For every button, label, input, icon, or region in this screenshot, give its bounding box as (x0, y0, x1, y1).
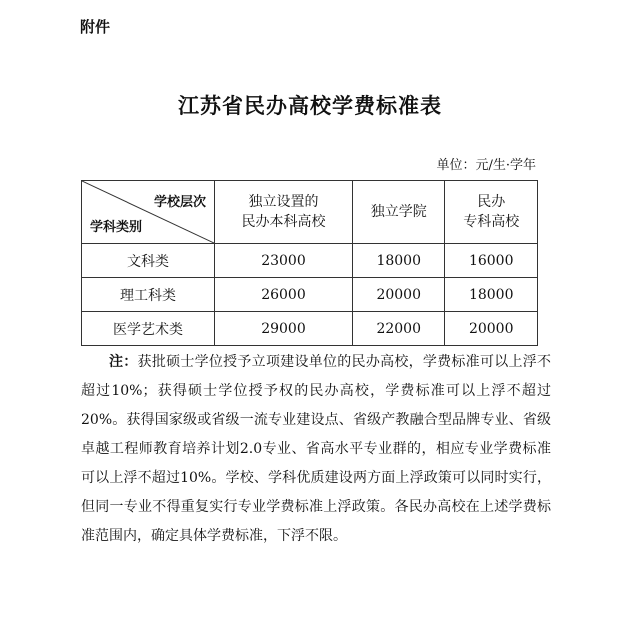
corner-bottom-label: 学科类别 (90, 220, 143, 235)
fee-cell: 23000 (215, 244, 353, 278)
column-header-line2: 民办本科高校 (241, 214, 326, 230)
unit-label: 单位：元/生·学年 (436, 158, 536, 173)
table-header-row (82, 181, 538, 244)
tuition-fee-table (81, 180, 538, 346)
fee-cell: 18000 (352, 244, 445, 278)
note-text: 获批硕士学位授予立项建设单位的民办高校，学费标准可以上浮不超过10%；获得硕士学位授予权的民办高校，学费标准可以上浮不超过20%。获得国家级或省级一流专业建设点、省级产教融合型品牌专业、省级卓越工程师教育培养计划2.0专业、省高水平专业群的，相应专业学费标准可以上浮不超过10%。学校、学科优质建设两方面上浮政策可以同时实行，但同一专业不得重复实行专业学费标准上浮政策。各民办高校在上述学费标准范围内，确定具体学费标准，下浮不限。 (81, 354, 552, 544)
fee-cell: 22000 (352, 312, 445, 346)
column-header-line1: 民办 (477, 194, 506, 210)
fee-cell: 20000 (352, 278, 445, 312)
fee-cell: 16000 (445, 244, 538, 278)
table-row (82, 278, 538, 312)
table-row (82, 244, 538, 278)
fee-cell: 18000 (445, 278, 538, 312)
column-header-line2: 专科高校 (463, 214, 520, 230)
row-category: 理工科类 (82, 278, 215, 312)
diagonal-header-cell (82, 181, 215, 244)
row-category: 文科类 (82, 244, 215, 278)
column-header-line1: 独立设置的 (248, 194, 319, 210)
column-header (445, 181, 538, 244)
attachment-label: 附件 (80, 18, 111, 36)
fee-cell: 26000 (215, 278, 353, 312)
note-label: 注： (109, 354, 138, 370)
table-row (82, 312, 538, 346)
fee-cell: 29000 (215, 312, 353, 346)
note-paragraph (81, 348, 551, 551)
column-header (352, 181, 445, 244)
column-header-line1: 独立学院 (370, 204, 427, 220)
column-header (215, 181, 353, 244)
row-category: 医学艺术类 (82, 312, 215, 346)
document-title: 江苏省民办高校学费标准表 (178, 93, 442, 118)
corner-top-label: 学校层次 (153, 195, 206, 210)
fee-cell: 20000 (445, 312, 538, 346)
